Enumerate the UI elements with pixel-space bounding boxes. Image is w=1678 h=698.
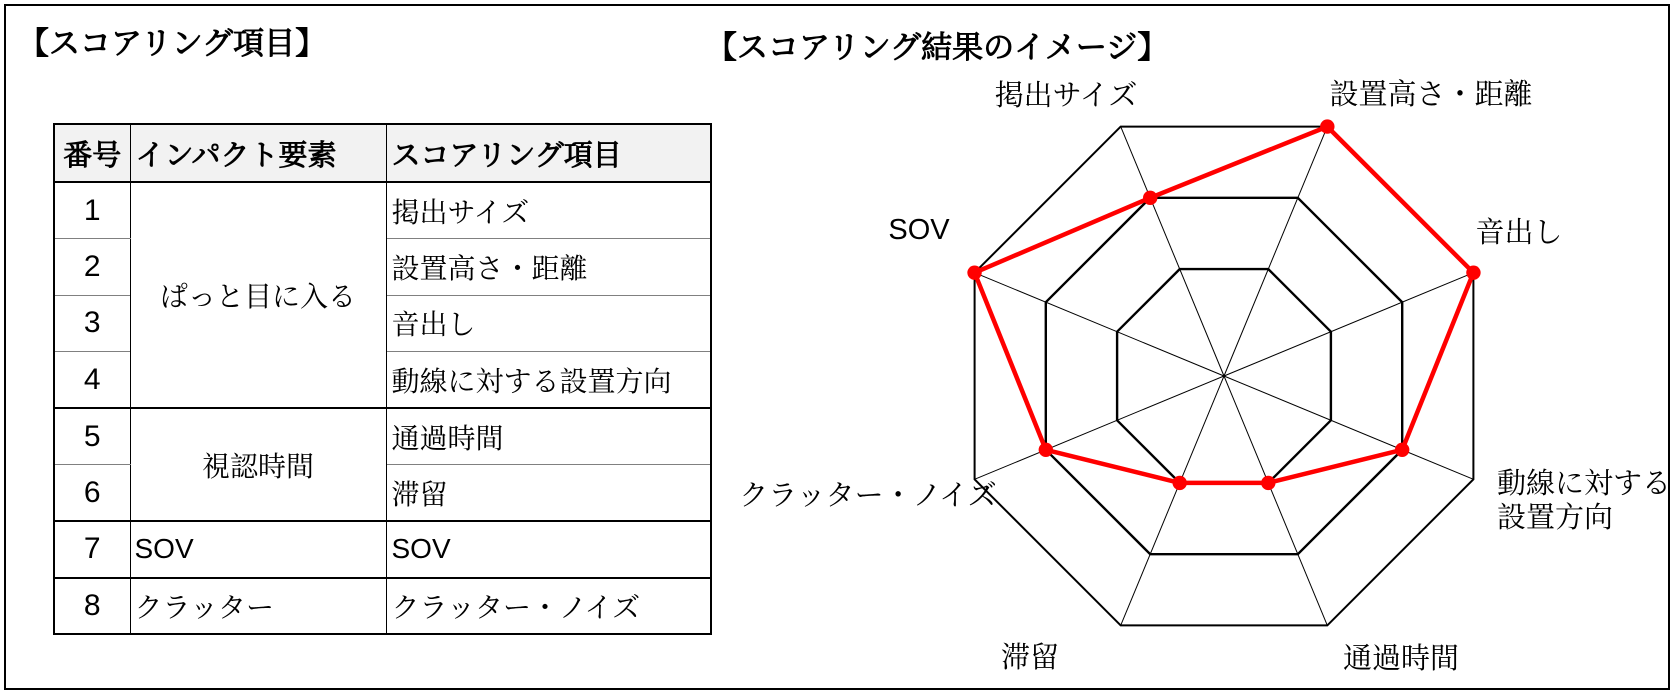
- cell-scoring-item: 通過時間: [386, 408, 711, 465]
- table-header-row: [54, 124, 711, 182]
- radar-data-point: [1395, 443, 1409, 457]
- radar-data-point: [1173, 476, 1187, 490]
- radar-spoke: [1224, 376, 1327, 625]
- axis-label-passage-time: 通過時間: [1342, 643, 1460, 675]
- radar-data-point: [1261, 476, 1275, 490]
- radar-chart: [924, 76, 1524, 676]
- left-panel-title: 【スコアリング項目】: [18, 26, 327, 61]
- cell-scoring-item: SOV: [386, 521, 711, 578]
- cell-scoring-item: 掲出サイズ: [386, 182, 711, 239]
- axis-label-display-size: 掲出サイズ: [994, 80, 1138, 112]
- right-panel-title: 【スコアリング結果のイメージ】: [706, 30, 1169, 65]
- cell-scoring-item: 音出し: [386, 295, 711, 352]
- cell-number: 1: [54, 182, 130, 239]
- radar-data-point: [1039, 443, 1053, 457]
- cell-number: 3: [54, 295, 130, 352]
- cell-scoring-item: クラッター・ノイズ: [386, 578, 711, 635]
- radar-spoke: [1121, 376, 1224, 625]
- radar-data-point: [1143, 191, 1157, 205]
- axis-label-placement-direction: 動線に対する設置方向: [1497, 468, 1672, 534]
- axis-label-clutter-noise: クラッター・ノイズ: [739, 480, 997, 512]
- cell-impact-factor: クラッター: [130, 578, 386, 635]
- cell-impact-factor: SOV: [130, 521, 386, 578]
- axis-label-sound-output: 音出し: [1475, 217, 1563, 249]
- cell-number: 7: [54, 521, 130, 578]
- cell-number: 6: [54, 465, 130, 522]
- header-scoring-item: スコアリング項目: [386, 124, 711, 182]
- cell-impact-factor: ぱっと目に入る: [130, 182, 386, 408]
- cell-number: 8: [54, 578, 130, 635]
- axis-label-dwell: 滞留: [1000, 642, 1060, 674]
- radar-series-line: [975, 127, 1474, 483]
- cell-number: 2: [54, 239, 130, 296]
- table-row: [54, 521, 711, 578]
- cell-scoring-item: 動線に対する設置方向: [386, 352, 711, 409]
- axis-label-installation-height-distance: 設置高さ・距離: [1329, 79, 1533, 111]
- cell-scoring-item: 設置高さ・距離: [386, 239, 711, 296]
- scoring-items-table: [53, 123, 712, 635]
- cell-scoring-item: 滞留: [386, 465, 711, 522]
- header-impact-factor: インパクト要素: [130, 124, 386, 182]
- table-row: [54, 578, 711, 635]
- radar-data-point: [1320, 119, 1334, 133]
- radar-data-point: [1466, 265, 1480, 279]
- table-row: [54, 408, 711, 465]
- table-row: [54, 182, 711, 239]
- axis-label-sov: SOV: [888, 214, 950, 246]
- radar-data-point: [967, 265, 981, 279]
- cell-number: 5: [54, 408, 130, 465]
- cell-impact-factor: 視認時間: [130, 408, 386, 521]
- radar-spoke: [1121, 127, 1224, 376]
- cell-number: 4: [54, 352, 130, 409]
- header-number: 番号: [54, 124, 130, 182]
